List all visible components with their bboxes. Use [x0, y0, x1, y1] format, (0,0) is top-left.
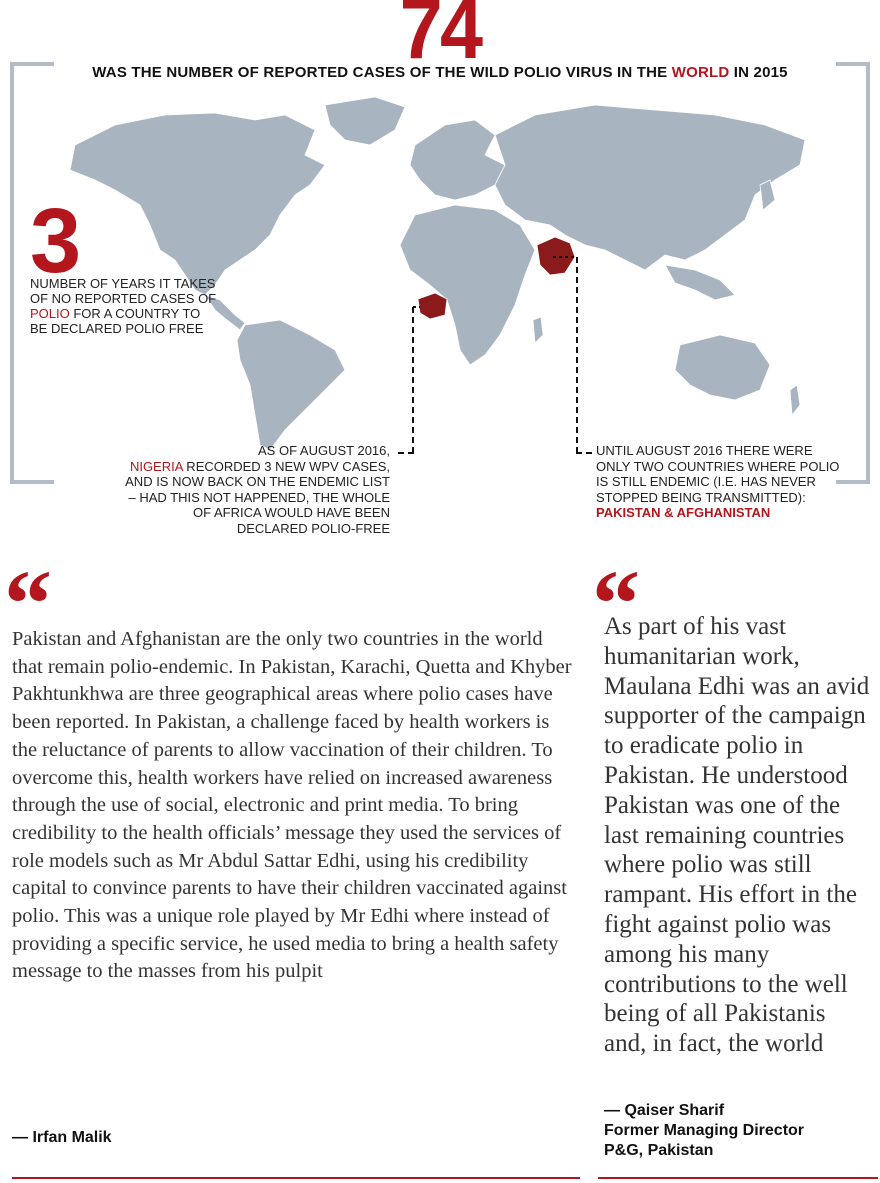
- attribution-title: Former Managing Director: [604, 1122, 805, 1139]
- big-number-74: 74: [399, 0, 481, 77]
- quote-right-attribution: [604, 1101, 804, 1161]
- years-note-text: NUMBER OF YEARS IT TAKES OF NO REPORTED CASES OF: [30, 276, 217, 306]
- headline-text: WAS THE NUMBER OF REPORTED CASES OF THE WILD POLIO VIRUS IN THE: [92, 64, 672, 81]
- world-map: [55, 85, 835, 455]
- headline-text-end: IN 2015: [729, 64, 788, 81]
- nigeria-note-highlight: NIGERIA: [129, 458, 183, 474]
- headline-highlight: WORLD: [671, 64, 730, 81]
- headline: [0, 64, 880, 81]
- africa: [400, 205, 535, 365]
- quote-right-text: As part of his vast humanitarian work, Maulana Edhi was an avid supporter of the campaign to eradicate polio in Pakistan. He understood Pakistan was one of the last remaining countries where polio was still rampant. His effort in the fight against polio was among his many contributions to the well being of all Pakistanis and, in fact, the world: [604, 613, 870, 1058]
- quote-mark-left: “: [4, 550, 52, 657]
- right-bracket: [836, 62, 870, 484]
- pakistan-note-highlight: PAKISTAN & AFGHANISTAN: [596, 505, 771, 520]
- nigeria-highlight: [418, 293, 447, 319]
- attribution-org: P&G, Pakistan: [604, 1142, 714, 1159]
- quote-mark-right: “: [592, 550, 640, 657]
- years-note: [30, 276, 220, 336]
- nigeria-leader-line: [412, 307, 414, 453]
- divider-right: [598, 1177, 878, 1179]
- pakistan-leader-line: [576, 257, 578, 453]
- south-america: [237, 320, 345, 450]
- greenland: [325, 97, 405, 145]
- years-note-highlight: POLIO: [30, 306, 70, 321]
- nigeria-note-text: RECORDED 3 NEW WPV CASES, AND IS NOW BACK ON THE ENDEMIC LIST – HAD THIS NOT HAPPENED, THE WHOLE OF AFRICA WOULD HAVE BEEN DECLARED POLIO-FREE: [125, 458, 390, 536]
- pakistan-leader-foot: [576, 452, 592, 454]
- australia: [675, 335, 770, 400]
- nigeria-note: [120, 443, 390, 536]
- pakistan-note: [596, 443, 846, 521]
- big-number-3: 3: [30, 190, 82, 292]
- europe: [410, 120, 505, 200]
- north-america: [70, 113, 325, 295]
- pakistan-note-text: UNTIL AUGUST 2016 THERE WERE ONLY TWO COUNTRIES WHERE POLIO IS STILL ENDEMIC (I.E. HAS NEVER STOPPED BEING TRANSMITTED):: [596, 443, 840, 505]
- new-zealand: [790, 385, 800, 415]
- nigeria-note-date: AS OF AUGUST 2016,: [258, 443, 390, 458]
- nigeria-leader-foot: [398, 452, 414, 454]
- years-note-text-end: FOR A COUNTRY TO BE DECLARED POLIO FREE: [30, 306, 204, 336]
- southeast-asia: [665, 265, 735, 300]
- quote-left-text: Pakistan and Afghanistan are the only two countries in the world that remain polio-endemic. In Pakistan, Karachi, Quetta and Khyber Pakhtunkhwa are three geographical areas where polio cases have been reported. In Pakistan, a challenge faced by health workers is the reluctance of parents to allow vaccination of their children. To overcome this, health workers have relied on increased awareness through the use of social, electronic and print media. To bring credibility to the health officials’ message they used the services of role models such as Mr Abdul Sattar Edhi, using his credibility capital to convince parents to have their children vaccinated against polio. This was a unique role played by Mr Edhi where instead of providing a specific service, he used media to bring a health safety message to the masses from his pulpit: [12, 628, 572, 983]
- japan: [760, 180, 775, 210]
- attribution-name: — Qaiser Sharif: [604, 1102, 725, 1119]
- quote-left-attribution: — Irfan Malik: [12, 1129, 112, 1146]
- madagascar: [533, 317, 543, 343]
- divider-left: [12, 1177, 580, 1179]
